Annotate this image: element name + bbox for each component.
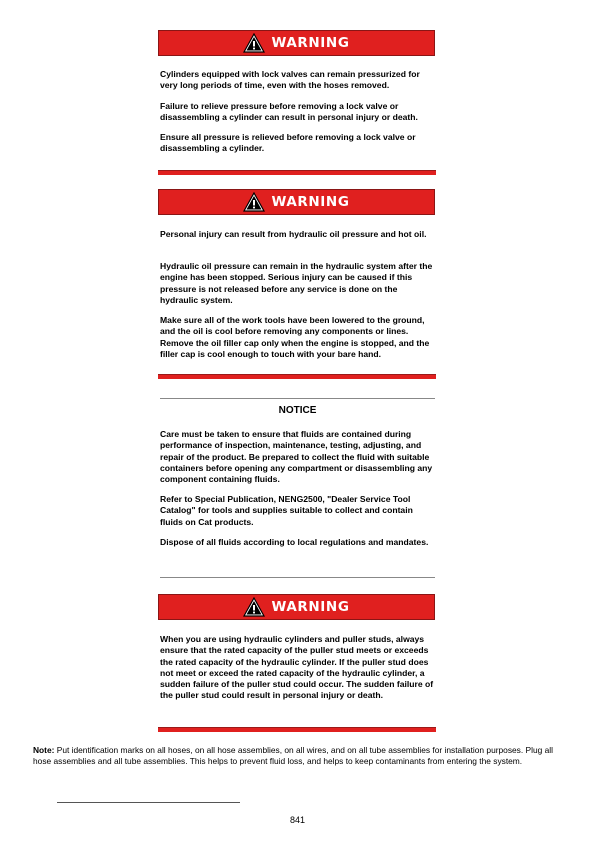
- warning-triangle-icon: [243, 33, 265, 53]
- warning-1-paragraph-1: Cylinders equipped with lock valves can remain pressurized for very long periods of time, even with the hoses removed.: [160, 69, 420, 91]
- warning-banner-3: [158, 594, 435, 620]
- notice-bottom-rule: [160, 577, 435, 578]
- warning-banner-1: [158, 30, 435, 56]
- warning-triangle-icon: [243, 192, 265, 212]
- note-label: Note:: [33, 745, 55, 755]
- notice-paragraph-3: Dispose of all fluids according to local regulations and mandates.: [160, 537, 429, 547]
- warning-1-bottom-bar: [158, 170, 436, 175]
- warning-label: WARNING: [271, 35, 350, 51]
- notice-top-rule: [160, 398, 435, 399]
- page-number: 841: [289, 815, 306, 825]
- warning-2-paragraph-1: Personal injury can result from hydraulic oil pressure and hot oil.: [160, 229, 427, 239]
- notice-paragraph-2: Refer to Special Publication, NENG2500, "Dealer Service Tool Catalog" for tools and supplies suitable to collect and contain fluids on Cat products.: [160, 494, 413, 527]
- note-paragraph: [33, 745, 563, 766]
- warning-label: WARNING: [271, 599, 350, 615]
- notice-paragraph-1: Care must be taken to ensure that fluids are contained during performance of inspection, maintenance, testing, adjusting, and repair of the product. Be prepared to collect the fluid with suitable containers before opening any compartment or disassembling any component containing fluids.: [160, 429, 433, 485]
- warning-label: WARNING: [271, 194, 350, 210]
- warning-2-paragraph-3: Make sure all of the work tools have been lowered to the ground, and the oil is cool before removing any components or lines. Remove the oil filler cap only when the engine is stopped, and the filler cap is cool enough to touch with your bare hand.: [160, 315, 430, 359]
- note-text: Put identification marks on all hoses, on all hose assemblies, on all wires, and on all tube assemblies for installation purposes. Plug all hose assemblies and all tube assemblies. This helps to prevent fluid loss, and helps to keep contaminants from entering the system.: [33, 745, 553, 766]
- warning-1-paragraph-3: Ensure all pressure is relieved before removing a lock valve or disassembling a cylinder.: [160, 132, 416, 154]
- warning-3-bottom-bar: [158, 727, 436, 732]
- notice-title: NOTICE: [278, 405, 317, 416]
- warning-2-bottom-bar: [158, 374, 436, 379]
- warning-1-paragraph-2: Failure to relieve pressure before removing a lock valve or disassembling a cylinder can result in personal injury or death.: [160, 101, 418, 123]
- footnote-rule: [57, 802, 240, 803]
- warning-triangle-icon: [243, 597, 265, 617]
- warning-2-paragraph-2: Hydraulic oil pressure can remain in the hydraulic system after the engine has been stopped. Serious injury can be caused if this pressure is not released before any service is done on the hydraulic system.: [160, 261, 433, 305]
- warning-banner-2: [158, 189, 435, 215]
- warning-3-paragraph-1: When you are using hydraulic cylinders and puller studs, always ensure that the rated capacity of the puller stud meets or exceeds the rated capacity of the hydraulic cylinder. If the puller stud does not meet or exceed the rated capacity of the hydraulic cylinder, a sudden failure of the puller stud could occur. The sudden failure of the puller stud could result in personal injury or death.: [160, 634, 434, 701]
